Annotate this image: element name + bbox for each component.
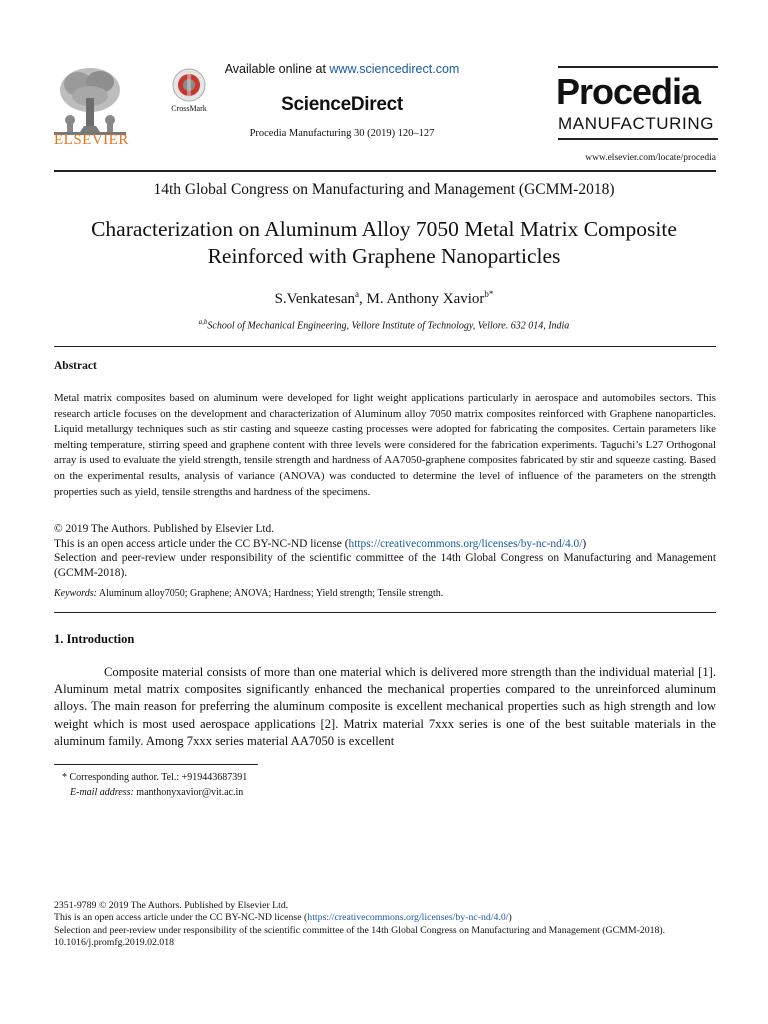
paper-title-line-1: Characterization on Aluminum Alloy 7050 Metal Matrix Composite: [91, 217, 677, 241]
abstract-heading: Abstract: [54, 360, 97, 372]
bottom-license-link[interactable]: https://creativecommons.org/licenses/by-nc-nd/4.0/: [307, 912, 509, 924]
available-online-prefix: Available online at: [224, 62, 330, 76]
copyright-block: [54, 522, 716, 580]
authors: [40, 289, 728, 308]
author-1: S.Venkatesan: [274, 291, 355, 307]
copyright-line: © 2019 The Authors. Published by Elsevier Ltd.: [54, 523, 275, 535]
procedia-title: Procedia: [556, 71, 701, 112]
issn-line: 2351-9789 © 2019 The Authors. Published by Elsevier Ltd.: [54, 900, 289, 911]
license-line: This is an open access article under the CC BY-NC-ND license (https://creativecommons.org/licenses/by-nc-nd/4.0/): [54, 537, 587, 550]
keywords: [54, 588, 716, 599]
footnote-divider: [54, 764, 258, 765]
paper-title: [30, 216, 738, 270]
introduction-heading: 1. Introduction: [54, 632, 135, 646]
procedia-subtitle: MANUFACTURING: [558, 114, 715, 133]
abstract-bottom-divider: [54, 612, 716, 613]
crossmark-label: CrossMark: [171, 104, 207, 113]
affiliation-mark: a,b: [198, 318, 208, 326]
available-online-line: [210, 62, 474, 76]
procedia-logo: [554, 66, 724, 142]
sciencedirect-wordmark: ScienceDirect: [281, 94, 403, 115]
keywords-text: Aluminum alloy7050; Graphene; ANOVA; Hardness; Yield strength; Tensile strength.: [98, 588, 444, 599]
abstract-top-divider: [54, 346, 716, 347]
author-2: M. Anthony Xavior: [366, 291, 485, 307]
crossmark-icon: [172, 68, 206, 102]
issn-block: [54, 900, 716, 949]
affiliation: [40, 318, 728, 331]
paper-title-line-2: Reinforced with Graphene Nanoparticles: [207, 244, 561, 268]
header-divider: [54, 170, 716, 172]
footnote: [62, 770, 247, 800]
email-label: E-mail address:: [70, 787, 134, 798]
email-line: [62, 785, 247, 800]
bottom-peer-review-line: Selection and peer-review under responsibility of the scientific committee of the 14th Global Congress on Manufacturing and Management (GCMM-2018).: [54, 924, 666, 936]
journal-reference: Procedia Manufacturing 30 (2019) 120–127: [249, 128, 435, 139]
introduction-body: Composite material consists of more than one material which is delivered more strength than the individual material [1]. Aluminum metal matrix composites significantly enhanced the mechanical properties compared to the unreinforced aluminum alloys. The main reason for preferring the aluminum composite is excellent mechanical properties such as high strength and low weight which is most used aerospace applications [2]. Matrix material 7xxx series is one of the best suitable materials in the aluminum family. Among 7xxx series material AA7050 is excellent: [54, 665, 716, 748]
abstract-body: Metal matrix composites based on aluminum were developed for light weight applications particularly in aerospace and automobiles sectors. This research article focuses on the development and characterization of Aluminum alloy 7050 matrix composites reinforced with Graphene nanoparticles. Liquid metallurgy techniques such as stir casting and squeeze casting processes were adopted for fabricating the composites. Certain parameters like melting temperature, stirring speed and graphene content with three levels were considered for the fabrication experiments. Taguchi’s L27 Orthogonal array is used to evaluate the yield strength, tensile strength and hardness of AA7050-graphene composites fabricated by stir and squeeze casting. Based on the experimental results, analysis of variance (ANOVA) was conducted to determine the level of influence of the parameters on the strength properties such as yield, tensile strengths and hardness of the specimens.: [54, 392, 716, 498]
bottom-license-line: This is an open access article under the CC BY-NC-ND license (https://creativecommons.org/licenses/by-nc-nd/4.0/): [54, 912, 512, 924]
author-2-affiliation-mark: b*: [484, 289, 494, 299]
journal-url[interactable]: www.elsevier.com/locate/procedia: [585, 153, 716, 163]
sciencedirect-link[interactable]: www.sciencedirect.com: [329, 62, 460, 76]
crossmark-button[interactable]: [164, 68, 214, 122]
elsevier-wordmark: ELSEVIER: [54, 132, 129, 148]
author-1-affiliation-mark: a: [354, 289, 359, 299]
elsevier-tree-icon: [54, 62, 126, 136]
peer-review-line: Selection and peer-review under responsibility of the scientific committee of the 14th Global Congress on Manufacturing and Management (GCMM-2018).: [54, 552, 716, 579]
affiliation-text: School of Mechanical Engineering, Vellore Institute of Technology, Vellore. 632 014, India: [207, 320, 570, 332]
license-link[interactable]: https://creativecommons.org/licenses/by-nc-nd/4.0/: [348, 537, 583, 550]
corresponding-author: * Corresponding author. Tel.: +919443687391: [62, 772, 248, 783]
author-separator: ,: [358, 291, 367, 307]
doi[interactable]: 10.1016/j.promfg.2019.02.018: [54, 936, 175, 948]
congress-name: 14th Global Congress on Manufacturing and Management (GCMM-2018): [153, 181, 615, 198]
keywords-label: Keywords:: [54, 588, 97, 599]
elsevier-logo: [54, 62, 129, 152]
email-address[interactable]: manthonyxavior@vit.ac.in: [136, 787, 244, 798]
